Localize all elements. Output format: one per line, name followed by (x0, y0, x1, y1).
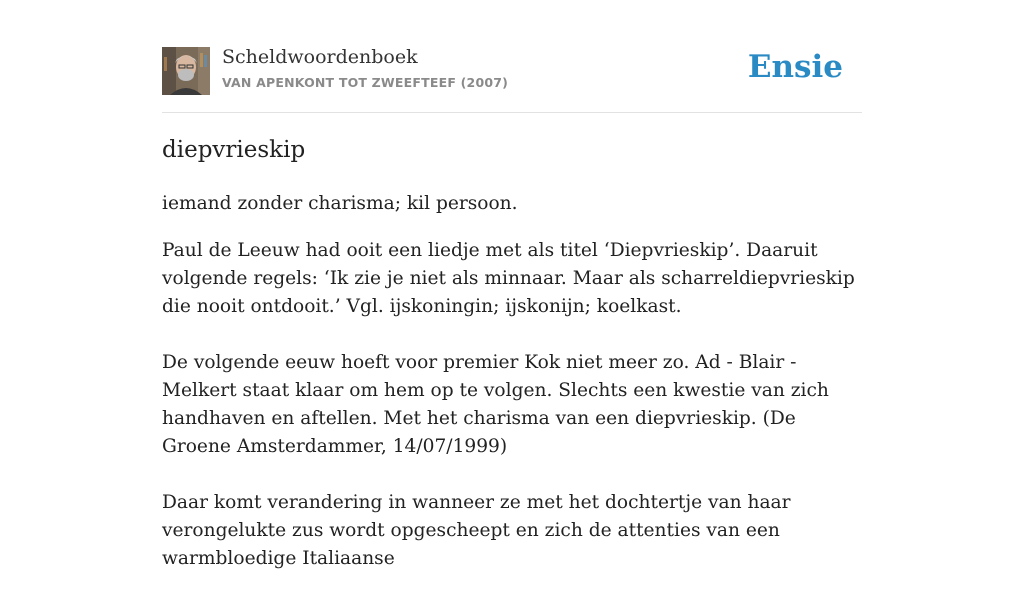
source-title[interactable]: Scheldwoordenboek (222, 46, 418, 68)
ensie-logo-link[interactable]: Ensie (747, 49, 843, 85)
source-header (162, 44, 862, 113)
entry-paragraph: De volgende eeuw hoeft voor premier Kok niet meer zo. Ad - Blair - Melkert staat klaar om hem op te volgen. Slechts een kwestie van zich handhaven en aftellen. Met het charisma van een diepvrieskip. (De Groene Amsterdammer, 14/07/1999) (162, 352, 829, 457)
source-subtitle: VAN APENKONT TOT ZWEEFTEEF (2007) (222, 75, 509, 90)
author-avatar (162, 47, 210, 95)
entry-paragraph: Daar komt verandering in wanneer ze met het dochtertje van haar verongelukte zus wordt opgescheept en zich de attenties van een warmbloedige Italiaanse (162, 492, 791, 569)
entry-definition: iemand zonder charisma; kil persoon. (162, 193, 518, 214)
entry-paragraph: Paul de Leeuw had ooit een liedje met als titel ‘Diepvrieskip’. Daaruit volgende regels: ‘Ik zie je niet als minnaar. Maar als scharreldiepvrieskip die nooit ontdooit.’ Vgl. ijskoningin; ijskonijn; koelkast. (162, 240, 855, 317)
author-portrait-icon (162, 47, 210, 95)
entry-content (162, 190, 862, 601)
entry-term: diepvrieskip (162, 137, 306, 163)
